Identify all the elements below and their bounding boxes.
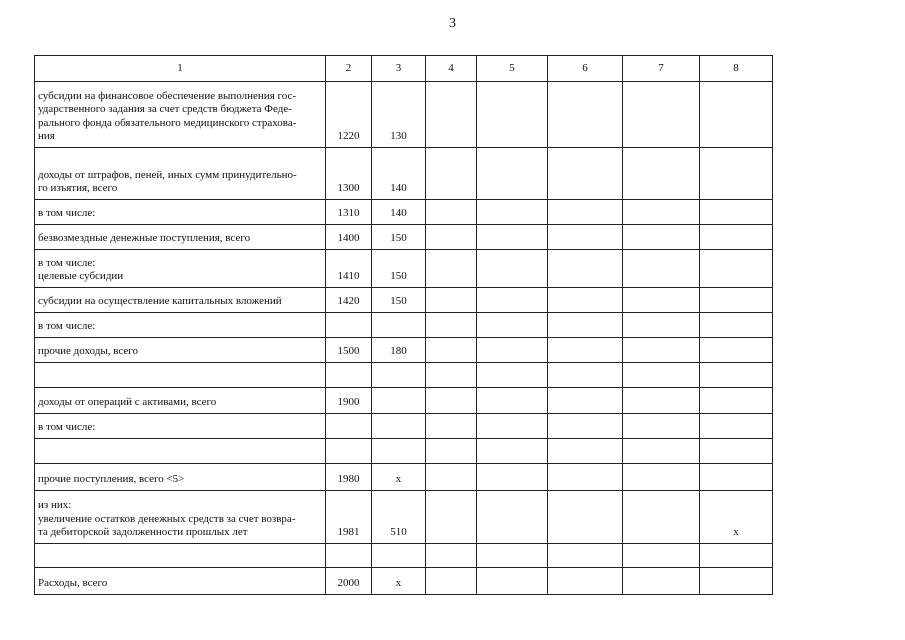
classification-code-cell: [372, 439, 426, 464]
row-name-cell: [35, 439, 326, 464]
row-name-cell: [35, 288, 326, 313]
value-cell-col-6: [548, 464, 623, 491]
row-name-line: Расходы, всего: [38, 576, 108, 589]
classification-code-cell: х: [372, 464, 426, 491]
row-name-cell: [35, 313, 326, 338]
value-cell-col-5: [477, 491, 548, 544]
row-code-cell: [326, 313, 372, 338]
row-name-line: в том числе:: [38, 256, 96, 269]
value-cell-col-6: [548, 225, 623, 250]
value-cell-col-8: [700, 338, 773, 363]
value-cell-col-4: [426, 82, 477, 148]
value-cell-col-4: [426, 313, 477, 338]
column-header-1: 1: [35, 56, 326, 82]
row-name-cell: [35, 388, 326, 414]
classification-code-cell: 150: [372, 225, 426, 250]
row-code-cell: 1220: [326, 82, 372, 148]
table-row: [35, 388, 773, 414]
table-row: [35, 544, 773, 568]
table-row: [35, 148, 773, 200]
value-cell-col-6: [548, 200, 623, 225]
column-header-4: 4: [426, 56, 477, 82]
value-cell-col-6: [548, 148, 623, 200]
value-cell-col-6: [548, 338, 623, 363]
row-code-cell: [326, 544, 372, 568]
value-cell-col-6: [548, 568, 623, 595]
classification-code-cell: 150: [372, 250, 426, 288]
column-header-6: 6: [548, 56, 623, 82]
value-cell-col-6: [548, 388, 623, 414]
value-cell-col-8: [700, 250, 773, 288]
row-name-line: в том числе:: [38, 319, 96, 332]
row-code-cell: [326, 439, 372, 464]
classification-code-cell: 140: [372, 148, 426, 200]
row-code-cell: 1400: [326, 225, 372, 250]
value-cell-col-6: [548, 363, 623, 388]
value-cell-col-5: [477, 288, 548, 313]
column-header-7: 7: [623, 56, 700, 82]
value-cell-col-7: [623, 568, 700, 595]
row-name-cell: [35, 200, 326, 225]
value-cell-col-6: [548, 250, 623, 288]
value-cell-col-7: [623, 225, 700, 250]
value-cell-col-4: [426, 439, 477, 464]
row-name-cell: [35, 338, 326, 363]
table-row: [35, 82, 773, 148]
row-name-cell: [35, 250, 326, 288]
row-name-cell: [35, 225, 326, 250]
column-header-8: 8: [700, 56, 773, 82]
classification-code-cell: 130: [372, 82, 426, 148]
row-name-line: увеличение остатков денежных средств за счет возвра-: [38, 512, 296, 525]
value-cell-col-5: [477, 414, 548, 439]
table-header-row: [35, 56, 773, 82]
row-name-cell: [35, 414, 326, 439]
row-code-cell: 1981: [326, 491, 372, 544]
row-name-cell: [35, 464, 326, 491]
value-cell-col-7: [623, 250, 700, 288]
row-name-line: субсидии на финансовое обеспечение выполнения гос-: [38, 90, 297, 103]
value-cell-col-4: [426, 250, 477, 288]
row-name-line: го изъятия, всего: [38, 181, 118, 194]
value-cell-col-5: [477, 388, 548, 414]
value-cell-col-5: [477, 148, 548, 200]
value-cell-col-7: [623, 200, 700, 225]
value-cell-col-6: [548, 288, 623, 313]
value-cell-col-7: [623, 363, 700, 388]
row-name-line: ударственного задания за счет средств бюджета Феде-: [38, 103, 292, 116]
value-cell-col-5: [477, 544, 548, 568]
value-cell-col-4: [426, 464, 477, 491]
row-code-cell: 1420: [326, 288, 372, 313]
table-row: [35, 464, 773, 491]
value-cell-col-4: [426, 148, 477, 200]
value-cell-col-7: [623, 288, 700, 313]
value-cell-col-6: [548, 313, 623, 338]
value-cell-col-6: [548, 491, 623, 544]
value-cell-col-4: [426, 414, 477, 439]
value-cell-col-5: [477, 313, 548, 338]
row-name-cell: [35, 82, 326, 148]
row-code-cell: [326, 363, 372, 388]
value-cell-col-4: [426, 225, 477, 250]
page-number: 3: [449, 16, 456, 31]
column-header-2: 2: [326, 56, 372, 82]
value-cell-col-5: [477, 439, 548, 464]
value-cell-col-8: х: [700, 491, 773, 544]
value-cell-col-8: [700, 288, 773, 313]
row-name-line: та дебиторской задолженности прошлых лет: [38, 525, 248, 538]
row-name-line: в том числе:: [38, 206, 96, 219]
row-name-line: в том числе:: [38, 420, 96, 433]
classification-code-cell: 150: [372, 288, 426, 313]
classification-code-cell: 140: [372, 200, 426, 225]
row-code-cell: 1310: [326, 200, 372, 225]
value-cell-col-4: [426, 491, 477, 544]
row-name-cell: [35, 363, 326, 388]
value-cell-col-8: [700, 568, 773, 595]
table-row: [35, 200, 773, 225]
value-cell-col-5: [477, 250, 548, 288]
table-row: [35, 491, 773, 544]
row-code-cell: 1500: [326, 338, 372, 363]
value-cell-col-7: [623, 338, 700, 363]
value-cell-col-6: [548, 544, 623, 568]
row-name-line: прочие доходы, всего: [38, 344, 138, 357]
classification-code-cell: [372, 544, 426, 568]
value-cell-col-8: [700, 388, 773, 414]
row-name-cell: [35, 544, 326, 568]
value-cell-col-7: [623, 491, 700, 544]
value-cell-col-8: [700, 225, 773, 250]
value-cell-col-7: [623, 82, 700, 148]
value-cell-col-8: [700, 544, 773, 568]
value-cell-col-4: [426, 544, 477, 568]
value-cell-col-8: [700, 82, 773, 148]
row-name-line: прочие поступления, всего <5>: [38, 472, 185, 485]
value-cell-col-8: [700, 313, 773, 338]
value-cell-col-6: [548, 414, 623, 439]
value-cell-col-6: [548, 82, 623, 148]
column-header-5: 5: [477, 56, 548, 82]
row-name-line: субсидии на осуществление капитальных вложений: [38, 294, 282, 307]
row-name-line: рального фонда обязательного медицинского страхова-: [38, 116, 297, 129]
value-cell-col-4: [426, 388, 477, 414]
column-header-3: 3: [372, 56, 426, 82]
value-cell-col-8: [700, 148, 773, 200]
value-cell-col-5: [477, 568, 548, 595]
value-cell-col-5: [477, 464, 548, 491]
table-row: [35, 568, 773, 595]
row-name-line: ния: [38, 129, 55, 142]
value-cell-col-8: [700, 439, 773, 464]
row-name-line: безвозмездные денежные поступления, всего: [38, 231, 251, 244]
row-name-cell: [35, 568, 326, 595]
table-row: [35, 363, 773, 388]
row-name-line: доходы от операций с активами, всего: [38, 395, 217, 408]
classification-code-cell: 180: [372, 338, 426, 363]
value-cell-col-5: [477, 225, 548, 250]
value-cell-col-4: [426, 568, 477, 595]
value-cell-col-6: [548, 439, 623, 464]
classification-code-cell: [372, 414, 426, 439]
value-cell-col-5: [477, 363, 548, 388]
table-row: [35, 313, 773, 338]
value-cell-col-7: [623, 388, 700, 414]
financial-plan-table: [34, 55, 773, 595]
table-row: [35, 288, 773, 313]
row-code-cell: 1410: [326, 250, 372, 288]
classification-code-cell: х: [372, 568, 426, 595]
row-code-cell: 1980: [326, 464, 372, 491]
value-cell-col-7: [623, 464, 700, 491]
value-cell-col-5: [477, 200, 548, 225]
table-row: [35, 225, 773, 250]
row-name-line: целевые субсидии: [38, 269, 124, 282]
classification-code-cell: [372, 313, 426, 338]
table-row: [35, 414, 773, 439]
table-row: [35, 250, 773, 288]
value-cell-col-7: [623, 313, 700, 338]
table-row: [35, 439, 773, 464]
classification-code-cell: [372, 363, 426, 388]
value-cell-col-8: [700, 200, 773, 225]
value-cell-col-4: [426, 200, 477, 225]
value-cell-col-8: [700, 414, 773, 439]
row-name-cell: [35, 148, 326, 200]
value-cell-col-5: [477, 338, 548, 363]
row-name-line: доходы от штрафов, пеней, иных сумм принудительно-: [38, 168, 297, 181]
value-cell-col-7: [623, 148, 700, 200]
row-code-cell: 1300: [326, 148, 372, 200]
row-name-cell: [35, 491, 326, 544]
value-cell-col-8: [700, 464, 773, 491]
classification-code-cell: 510: [372, 491, 426, 544]
classification-code-cell: [372, 388, 426, 414]
value-cell-col-7: [623, 414, 700, 439]
row-code-cell: [326, 414, 372, 439]
row-code-cell: 1900: [326, 388, 372, 414]
value-cell-col-4: [426, 363, 477, 388]
table-row: [35, 338, 773, 363]
value-cell-col-7: [623, 439, 700, 464]
value-cell-col-4: [426, 288, 477, 313]
value-cell-col-8: [700, 363, 773, 388]
value-cell-col-5: [477, 82, 548, 148]
row-code-cell: 2000: [326, 568, 372, 595]
value-cell-col-7: [623, 544, 700, 568]
row-name-line: из них:: [38, 499, 72, 512]
value-cell-col-4: [426, 338, 477, 363]
